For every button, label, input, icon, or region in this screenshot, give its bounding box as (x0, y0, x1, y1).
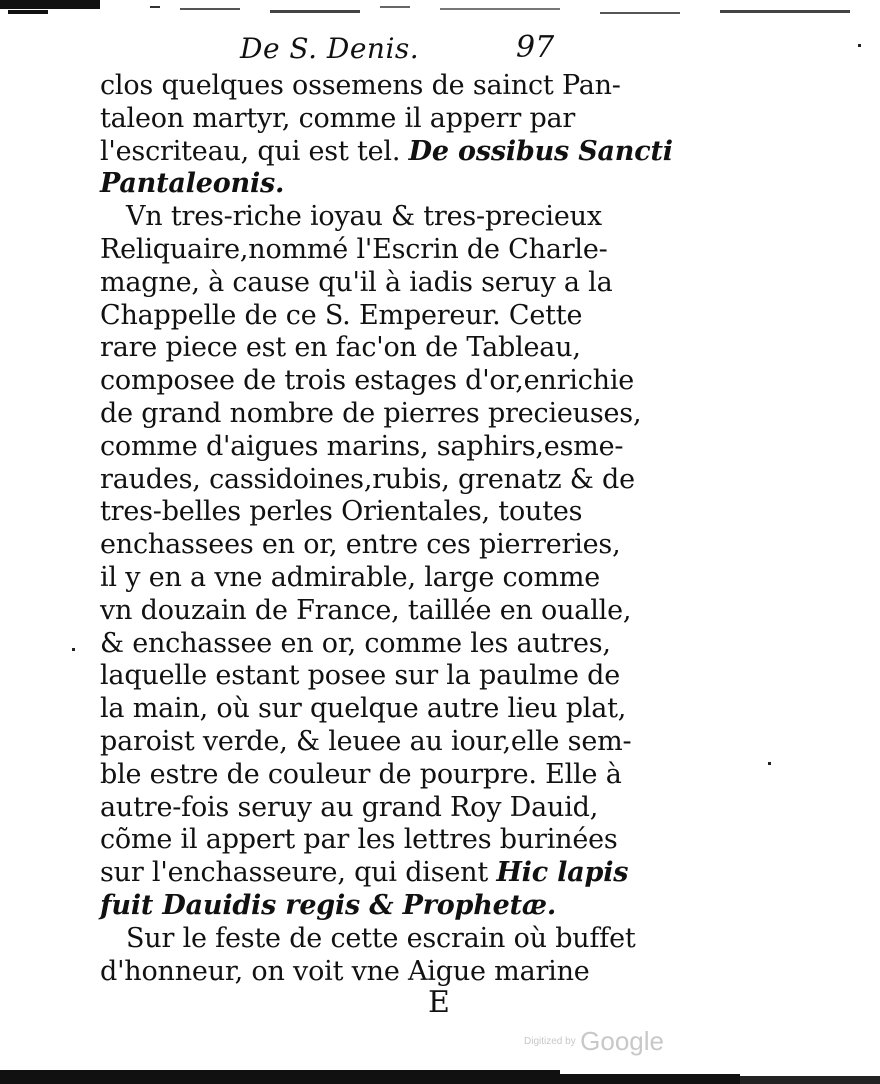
text-line (100, 299, 583, 333)
text-line-roman: laquelle estant posee sur la paulme de (100, 660, 621, 692)
text-line-roman: ble estre de couleur de pourpre. Elle à (100, 758, 622, 790)
text-line-roman: composee de trois estages d'or,enrichie (100, 365, 635, 397)
text-line (100, 791, 599, 825)
text-line (100, 266, 613, 300)
text-line (100, 890, 555, 923)
text-line (100, 660, 621, 693)
text-line-roman: d'honneur, on voit vne Aigue marine (100, 955, 590, 987)
catchword: E (428, 985, 450, 1020)
text-line (100, 365, 635, 398)
text-line-roman: magne, à cause qu'il à iadis seruy a la (100, 266, 613, 298)
text-line-roman: tres-belles perles Orientales, toutes (100, 496, 583, 528)
watermark-small-text: Digitized by (524, 1036, 576, 1047)
text-line (100, 397, 642, 431)
text-line-italic: Hic lapis (496, 857, 629, 889)
text-line-roman: raudes, cassidoines,rubis, grenatz & de (100, 463, 635, 495)
text-line-roman: & enchassee en or, comme les autres, (100, 627, 611, 659)
text-line-roman: la main, où sur quelque autre lieu plat, (100, 693, 627, 725)
text-line (100, 857, 629, 890)
margin-speck (72, 648, 75, 651)
text-line-roman: rare piece est en fac'on de Tableau, (100, 332, 581, 364)
running-head-title: De S. Denis. (240, 32, 420, 65)
body-text (100, 70, 673, 988)
top-page-edge (0, 0, 880, 18)
text-line-roman: vn douzain de France, taillée en oualle, (100, 594, 632, 626)
text-line (100, 627, 611, 661)
text-line-roman: cõme il appert par les lettres burinées (100, 824, 618, 856)
text-line-roman: enchassees en or, entre ces pierreries, (100, 529, 621, 561)
bottom-page-edge (0, 1064, 880, 1084)
text-line-italic: Pantaleonis. (100, 168, 285, 200)
text-line (100, 135, 673, 169)
text-line (100, 233, 608, 267)
text-line-roman: clos quelques ossemens de sainct Pan- (100, 70, 621, 101)
margin-speck (768, 762, 771, 765)
text-line (100, 594, 632, 628)
text-line (100, 561, 601, 595)
text-line (100, 725, 632, 759)
text-line (100, 70, 621, 103)
text-line (100, 201, 602, 234)
text-line-roman: comme d'aigues marins, saphirs,esme- (100, 430, 624, 462)
text-line-roman: Sur le feste de cette escrain où buffet (126, 922, 636, 954)
text-line-roman: paroist verde, & leuee au iour,elle sem- (100, 725, 632, 757)
text-line (100, 824, 618, 857)
running-head (0, 30, 880, 70)
text-line-roman: il y en a vne admirable, large comme (100, 561, 601, 593)
digitized-watermark (524, 1026, 664, 1057)
text-line (100, 430, 624, 464)
text-line-roman: Reliquaire,nommé l'Escrin de Charle- (100, 233, 608, 265)
text-line (100, 463, 635, 497)
text-line (100, 693, 627, 726)
text-line-roman: sur l'enchasseure, qui disent (100, 857, 488, 889)
text-line-roman: taleon martyr, comme il apperr par (100, 102, 576, 134)
text-line-italic: De ossibus Sancti (408, 135, 673, 167)
text-line-italic: fuit Dauidis regis & Prophetæ. (100, 889, 557, 921)
text-line-roman: l'escriteau, qui est tel. (100, 135, 401, 167)
text-line (100, 168, 555, 201)
watermark-logo-text: Google (580, 1026, 664, 1056)
margin-speck (858, 44, 861, 47)
text-line-roman: Chappelle de ce S. Empereur. Cette (100, 299, 583, 331)
text-line (100, 496, 583, 529)
text-line-roman: Vn tres-riche ioyau & tres-precieux (126, 201, 602, 233)
text-line (100, 955, 590, 989)
text-line (100, 922, 636, 956)
text-line (100, 102, 576, 136)
text-line-roman: de grand nombre de pierres precieuses, (100, 397, 642, 429)
page-number: 97 (516, 30, 555, 65)
text-line (100, 758, 622, 792)
text-line (100, 529, 621, 562)
text-line (100, 332, 581, 365)
text-line-roman: autre-fois seruy au grand Roy Dauid, (100, 791, 599, 823)
